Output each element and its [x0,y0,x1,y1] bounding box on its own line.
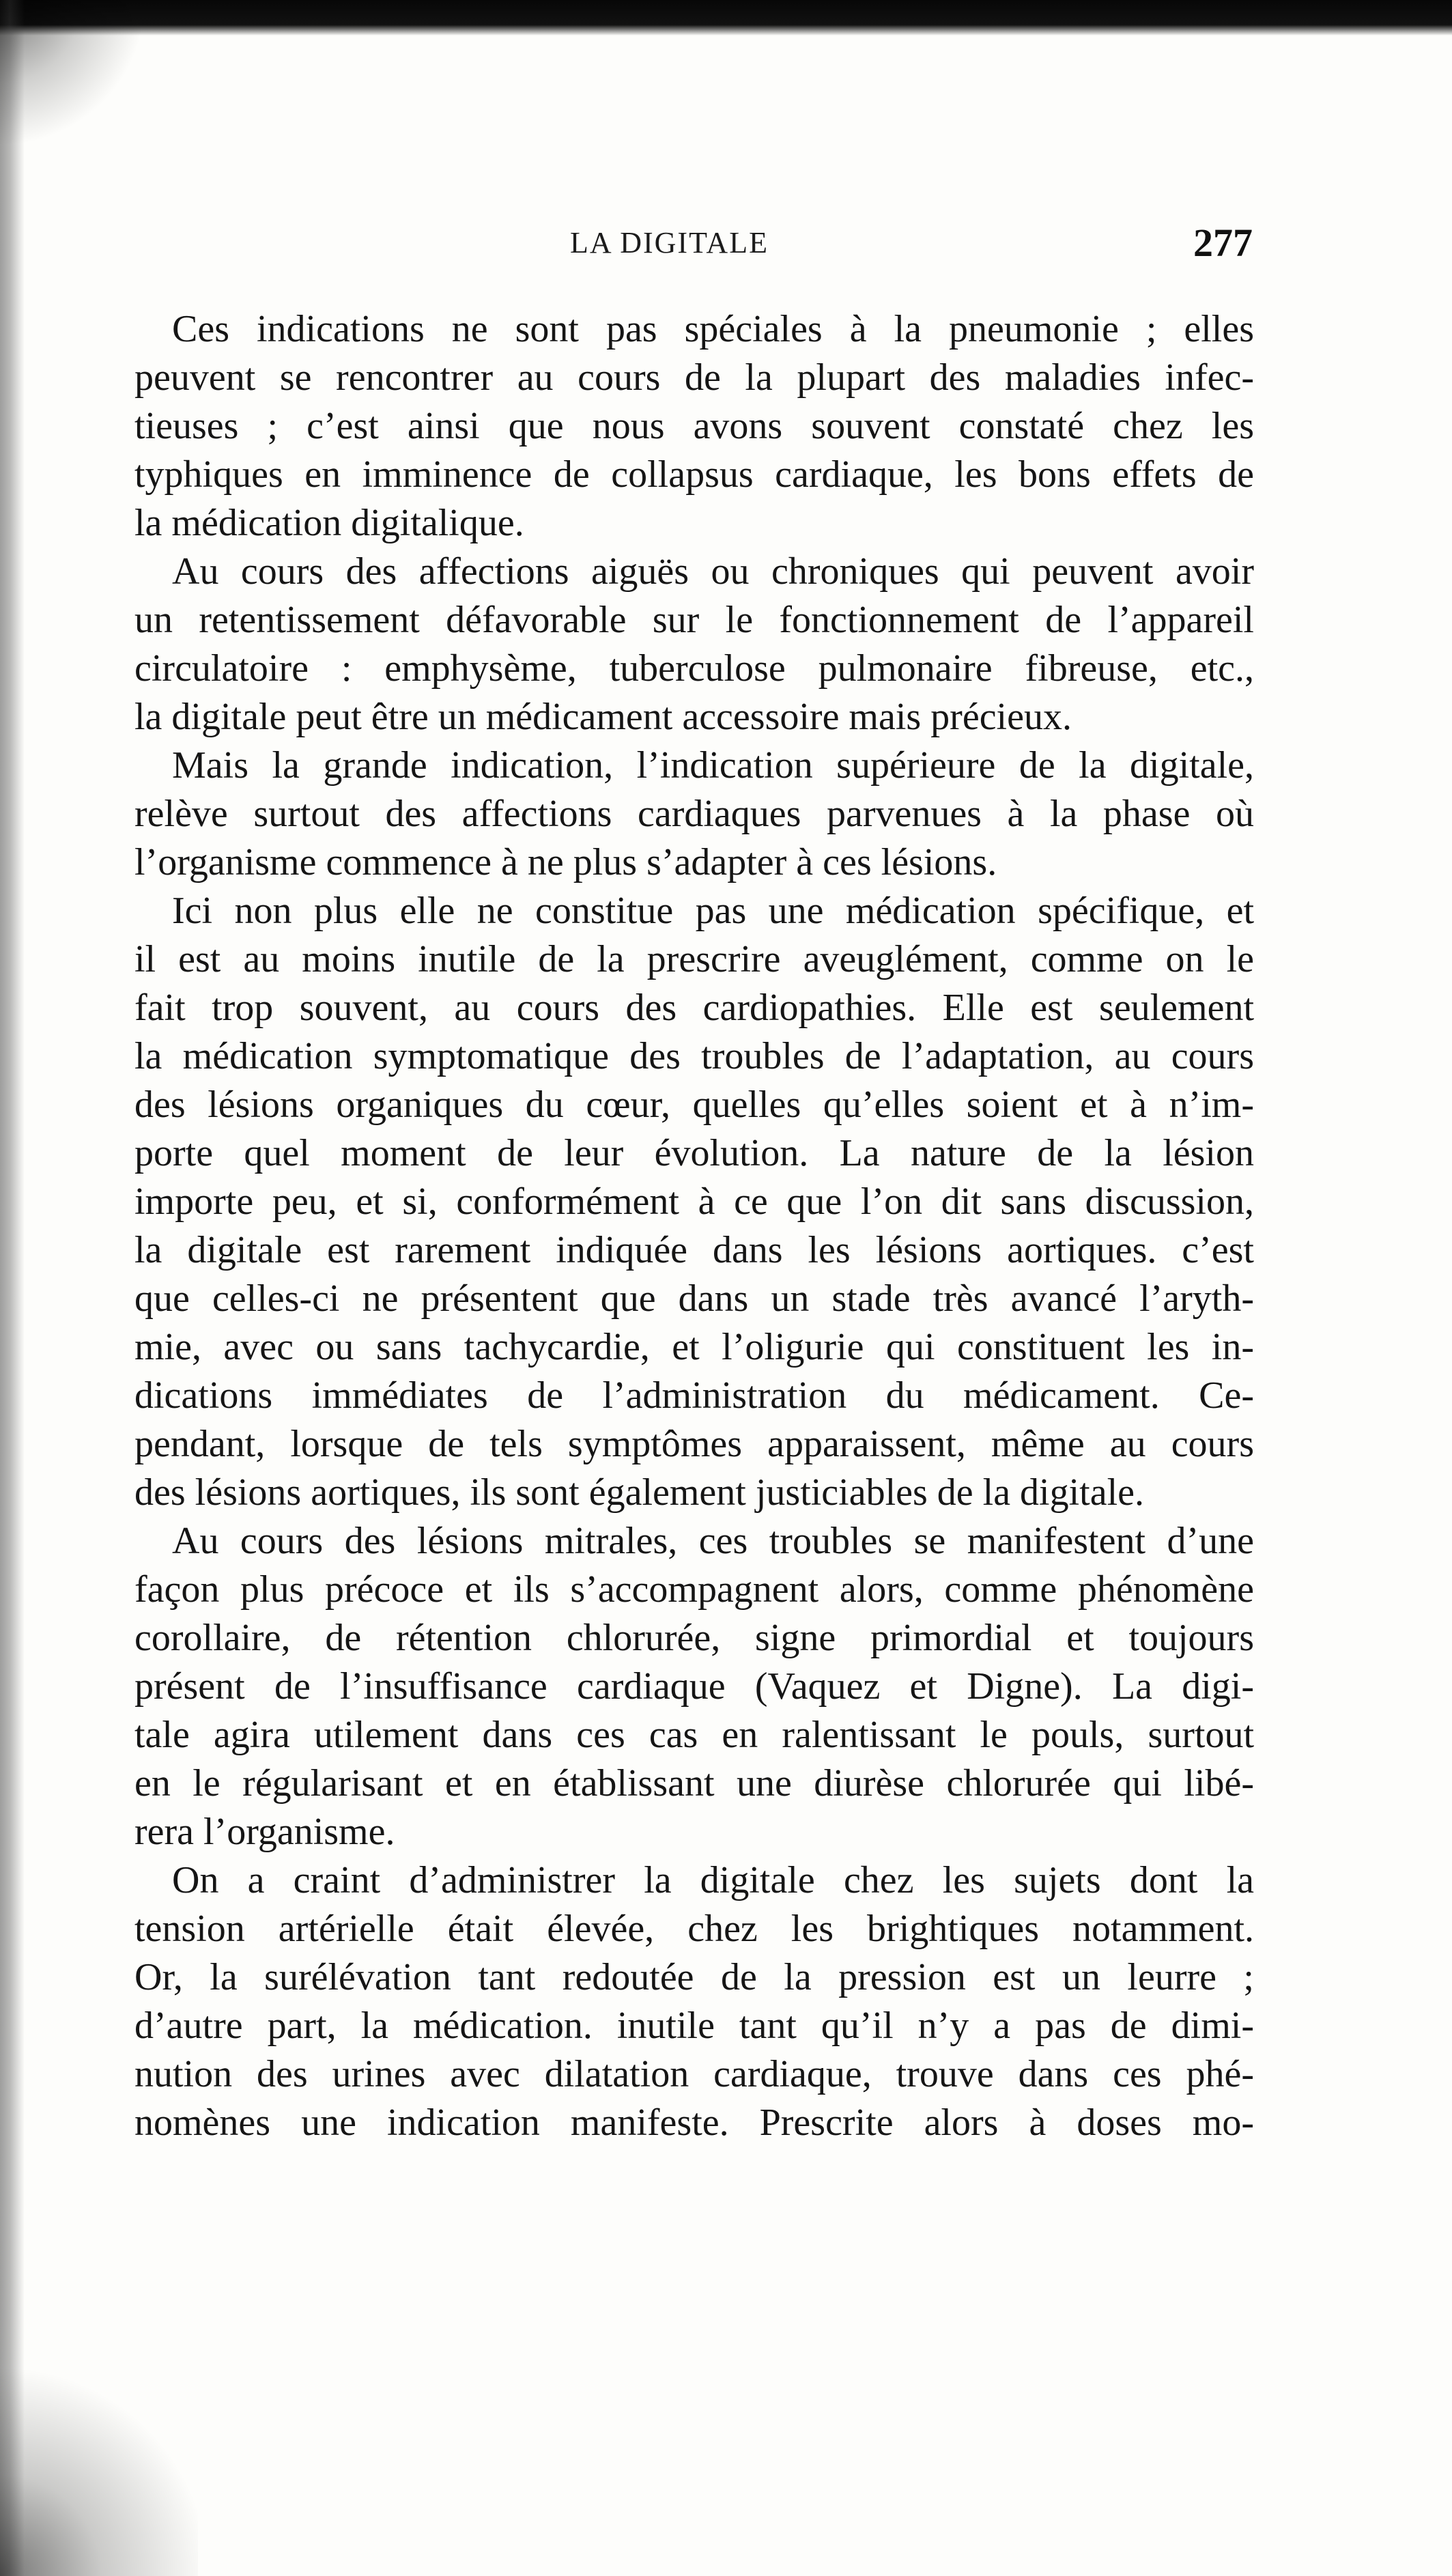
text-line: présent de l’insuffisance cardiaque (Vaquez et Digne). La digi- [134,1665,1254,1708]
text-line: importe peu, et si, conformément à ce que l’on dit sans discussion, [134,1180,1254,1223]
text-line: Mais la grande indication, l’indication supérieure de la digitale, [172,744,1254,787]
text-line: tieuses ; c’est ainsi que nous avons souvent constaté chez les [134,405,1254,447]
running-header-title: LA DIGITALE [570,226,769,259]
text-line: pendant, lorsque de tels symptômes apparaissent, même au cours [134,1423,1254,1465]
text-line: circulatoire : emphysème, tuberculose pulmonaire fibreuse, etc., [134,647,1254,690]
body-text [134,305,1254,2147]
text-line: Au cours des lésions mitrales, ces troubles se manifestent d’une [172,1520,1254,1562]
text-line: Or, la surélévation tant redoutée de la pression est un leurre ; [134,1956,1254,1998]
text-line: rera l’organisme. [134,1811,395,1853]
scan-left-edge [0,0,25,2576]
text-line: en le régularisant et en établissant une diurèse chlorurée qui libé- [134,1762,1254,1804]
text-line: corollaire, de rétention chlorurée, signe primordial et toujours [134,1617,1254,1659]
text-line: Ici non plus elle ne constitue pas une médication spécifique, et [172,890,1254,932]
text-line: des lésions organiques du cœur, quelles qu’elles soient et à n’im- [134,1084,1254,1126]
text-line: nomènes une indication manifeste. Prescrite alors à doses mo- [134,2101,1254,2144]
scan-shadow-top-left [0,0,143,150]
text-line: On a craint d’administrer la digitale chez les sujets dont la [172,1859,1254,1901]
page-number: 277 [1193,221,1253,265]
text-line: la médication symptomatique des troubles de l’adaptation, au cours [134,1035,1254,1077]
text-line: typhiques en imminence de collapsus cardiaque, les bons effets de [134,453,1254,496]
text-line: que celles-ci ne présentent que dans un stade très avancé l’aryth- [134,1277,1254,1320]
text-line: nution des urines avec dilatation cardiaque, trouve dans ces phé- [134,2053,1254,2095]
text-line: tension artérielle était élevée, chez les brightiques notamment. [134,1908,1254,1950]
text-line: d’autre part, la médication. inutile tant qu’il n’y a pas de dimi- [134,2005,1254,2047]
text-line: la médication digitalique. [134,502,524,544]
text-line: peuvent se rencontrer au cours de la plupart des maladies infec- [134,356,1254,399]
text-line: l’organisme commence à ne plus s’adapter à ces lésions. [134,841,997,883]
scan-shadow-bottom-left [0,2364,198,2576]
text-line: façon plus précoce et ils s’accompagnent alors, comme phénomène [134,1568,1254,1611]
text-line: Ces indications ne sont pas spéciales à la pneumonie ; elles [172,308,1254,350]
text-line: fait trop souvent, au cours des cardiopathies. Elle est seulement [134,987,1254,1029]
text-line: la digitale est rarement indiquée dans les lésions aortiques. c’est [134,1229,1254,1271]
text-line: mie, avec ou sans tachycardie, et l’oligurie qui constituent les in- [134,1326,1254,1368]
text-line: relève surtout des affections cardiaques parvenues à la phase où [134,793,1254,835]
text-line: des lésions aortiques, ils sont également justiciables de la digitale. [134,1471,1144,1514]
text-line: la digitale peut être un médicament accessoire mais précieux. [134,696,1072,738]
text-line: tale agira utilement dans ces cas en ralentissant le pouls, surtout [134,1714,1254,1756]
text-line: porte quel moment de leur évolution. La nature de la lésion [134,1132,1254,1174]
text-line: un retentissement défavorable sur le fonctionnement de l’appareil [134,599,1254,641]
text-line: dications immédiates de l’administration du médicament. Ce- [134,1374,1254,1417]
text-line: Au cours des affections aiguës ou chroniques qui peuvent avoir [172,550,1254,593]
text-line: il est au moins inutile de la prescrire aveuglément, comme on le [134,938,1254,980]
scan-top-border [0,0,1452,36]
